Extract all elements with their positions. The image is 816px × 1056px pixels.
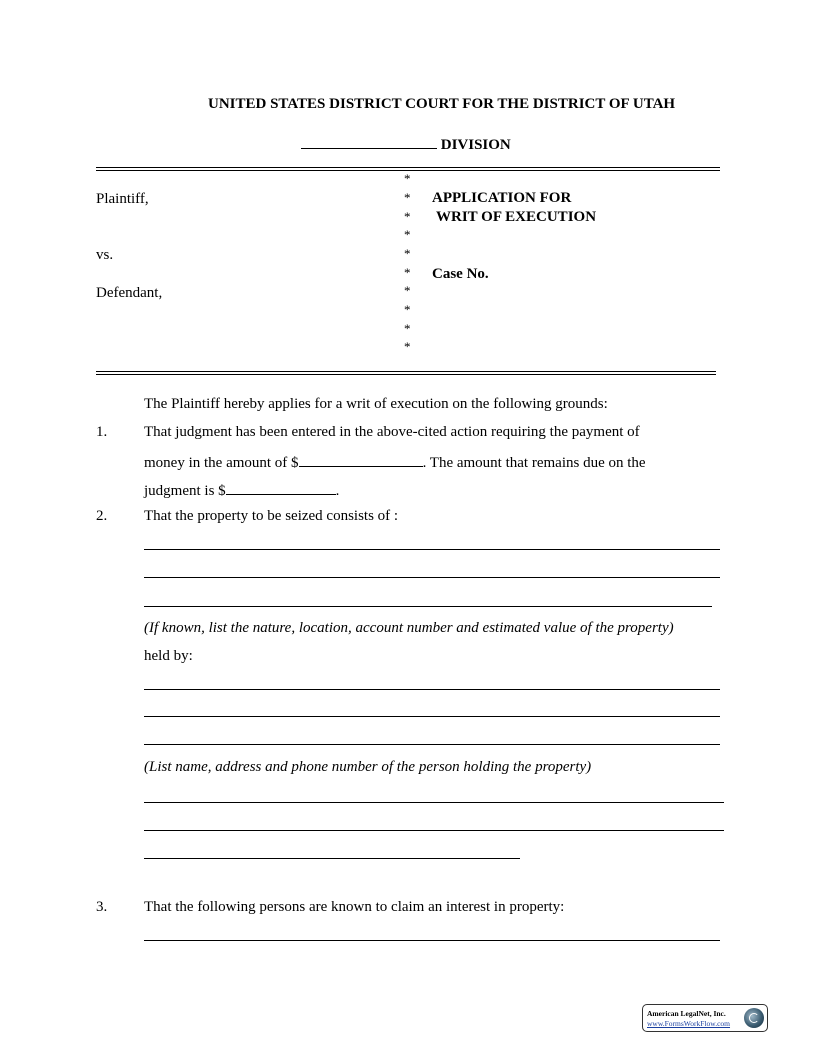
holder-note: (List name, address and phone number of the person holding the property) [144, 759, 592, 775]
property-note: (If known, list the nature, location, account number and estimated value of the property) [144, 620, 674, 636]
claimant-line[interactable] [144, 940, 720, 941]
caption-star: * [404, 321, 411, 336]
defendant-label: Defendant, [96, 285, 163, 301]
remaining-text: . The amount that remains due on the [422, 455, 646, 471]
item1-line1: That judgment has been entered in the above-cited action requiring the payment of [144, 424, 640, 440]
case-number-label: Case No. [432, 266, 489, 282]
caption-star: * [404, 283, 411, 298]
item1-line2 [144, 452, 646, 472]
globe-icon [744, 1008, 764, 1028]
caption-star: * [404, 209, 411, 224]
remaining-label: judgment is $ [144, 483, 226, 499]
item3-text: That the following persons are known to claim an interest in property: [144, 899, 565, 915]
judgment-amount-blank[interactable] [299, 452, 423, 467]
item3-number: 3. [96, 899, 108, 915]
period: . [335, 483, 340, 499]
caption-bottom-rule [96, 371, 716, 375]
amount-label: money in the amount of $ [144, 455, 299, 471]
caption-star: * [404, 190, 411, 205]
holder-info-line[interactable] [144, 830, 724, 831]
logo-company: American LegalNet, Inc. [647, 1009, 726, 1018]
court-title: UNITED STATES DISTRICT COURT FOR THE DISTRICT OF UTAH [208, 96, 676, 112]
property-line[interactable] [144, 606, 712, 607]
item1-line3 [144, 480, 339, 500]
vs-label: vs. [96, 247, 114, 263]
caption-star: * [404, 171, 411, 186]
division-blank[interactable] [301, 134, 437, 149]
plaintiff-label: Plaintiff, [96, 191, 149, 207]
holder-line[interactable] [144, 716, 720, 717]
item2-text: That the property to be seized consists of : [144, 508, 399, 524]
document-title-line2: WRIT OF EXECUTION [436, 209, 597, 225]
property-line[interactable] [144, 549, 720, 550]
caption-star: * [404, 265, 411, 280]
holder-line[interactable] [144, 744, 720, 745]
logo-url[interactable]: www.FormsWorkFlow.com [647, 1019, 731, 1028]
holder-info-line[interactable] [144, 802, 724, 803]
holder-info-line[interactable] [144, 858, 520, 859]
caption-star: * [404, 339, 411, 354]
division-line [301, 134, 511, 154]
item2-number: 2. [96, 508, 108, 524]
item1-number: 1. [96, 424, 108, 440]
division-label: DIVISION [440, 137, 511, 153]
held-by-label: held by: [144, 648, 193, 664]
intro-text: The Plaintiff hereby applies for a writ of execution on the following grounds: [144, 396, 608, 412]
property-line[interactable] [144, 577, 720, 578]
holder-line[interactable] [144, 689, 720, 690]
caption-star: * [404, 302, 411, 317]
caption-star: * [404, 246, 411, 261]
document-title-line1: APPLICATION FOR [432, 190, 572, 206]
amount-due-blank[interactable] [226, 480, 336, 495]
caption-star: * [404, 227, 411, 242]
legalnet-logo[interactable] [642, 1004, 768, 1032]
